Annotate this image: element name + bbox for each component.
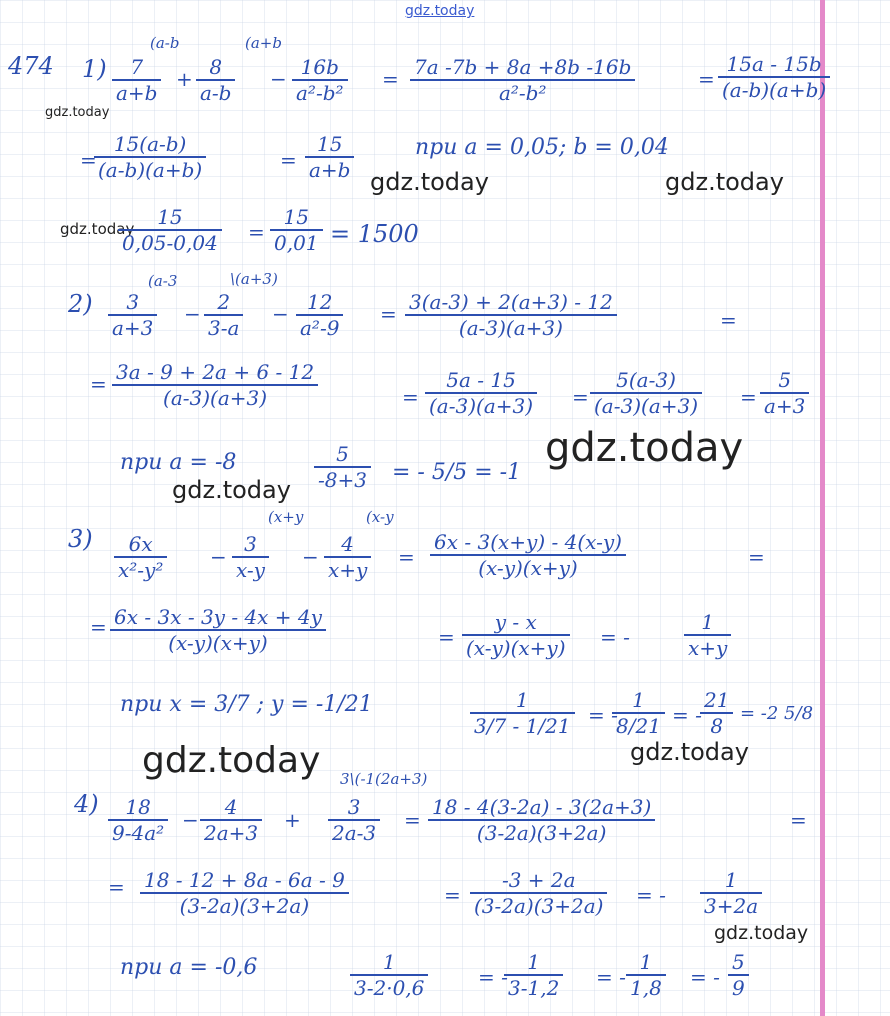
p1-term-3: 16b a²-b² [292,55,348,105]
p3-eq-3: = [90,615,107,639]
p3-eq-4: = [438,625,455,649]
p3-term-1: 6x x²-y² [114,532,167,582]
p3-eq-5: = - [600,625,630,649]
p4-calc-2: 1 3-1,2 [504,950,563,1000]
p2-result-5: 5 a+3 [760,368,809,418]
p3-term-2: 3 x-y [232,532,269,582]
part-1-label: 1) [82,55,107,83]
p2-eq-2: = [720,308,737,332]
watermark-mid-2: gdz.today [665,168,784,196]
p4-op-2: + [284,808,301,832]
watermark-top: gdz.today [405,3,475,19]
p1-eq-1: = [382,67,399,91]
p1-op-1: + [176,67,193,91]
p2-result-4: 5(a-3) (a-3)(a+3) [590,368,702,418]
p4-calc-3: 1 1,8 [626,950,666,1000]
watermark-mid-1: gdz.today [370,168,489,196]
p4-eq-3: = [108,875,125,899]
watermark-small-1: gdz.today [45,105,110,120]
p2-eq-5: = [572,385,589,409]
p1-result-3: 15(a-b) (a-b)(a+b) [94,132,206,182]
p2-eq-6: = [740,385,757,409]
p1-result-2: 15a - 15b (a-b)(a+b) [718,52,830,102]
p2-result-1: 3(a-3) + 2(a+3) - 12 (a-3)(a+3) [405,290,617,340]
p2-calc-1: 5 -8+3 [314,442,371,492]
part-4-label: 4) [74,790,99,818]
p4-eq-8: = - [690,965,720,989]
problem-number: 474 [8,52,54,80]
part-3-factor-1: (x+y [268,508,304,526]
p3-answer: = -2 5/8 [740,703,814,724]
watermark-med-1: gdz.today [172,476,291,504]
watermark-big-1: gdz.today [545,425,744,471]
part-3-factor-2: (x-y [366,508,394,526]
p3-op-2: − [302,545,319,569]
p4-result-1: 18 - 4(3-2a) - 3(2a+3) (3-2a)(3+2a) [428,795,655,845]
p4-term-3: 3 2a-3 [328,795,380,845]
p3-eq-1: = [398,545,415,569]
p4-term-1: 18 9-4a² [108,795,168,845]
p1-result-4: 15 a+b [305,132,354,182]
p3-op-1: − [210,545,227,569]
p1-result-1: 7a -7b + 8a +8b -16b a²-b² [410,55,635,105]
p4-eq-7: = - [596,965,626,989]
part-2-label: 2) [68,290,93,318]
p2-answer: = - 5/5 = -1 [392,460,522,485]
p3-eq-7: = - [672,703,702,727]
p2-eq-1: = [380,302,397,326]
p3-eq-6: = - [588,703,618,727]
p1-condition: при a = 0,05; b = 0,04 [415,135,669,160]
p3-result-3: y - x (x-y)(x+y) [462,610,570,660]
watermark-med-2: gdz.today [630,738,749,766]
p1-calc-2: 15 0,01 [270,205,323,255]
p4-result-2: 18 - 12 + 8a - 6a - 9 (3-2a)(3+2a) [140,868,349,918]
p2-term-2: 2 3-a [204,290,243,340]
p2-eq-4: = [402,385,419,409]
p4-eq-6: = - [478,965,508,989]
p2-eq-3: = [90,372,107,396]
part-4-factor-1: 3\(-1(2a+3) [340,770,428,788]
p3-result-2: 6x - 3x - 3y - 4x + 4y (x-y)(x+y) [110,605,326,655]
watermark-left-1: gdz.today [60,220,135,238]
p1-term-1: 7 a+b [112,55,161,105]
p2-term-3: 12 a²-9 [296,290,343,340]
p3-result-4: 1 x+y [684,610,731,660]
p3-calc-3: 21 8 [700,688,733,738]
p4-condition: при a = -0,6 [120,955,258,980]
p4-eq-1: = [404,808,421,832]
p2-result-3: 5a - 15 (a-3)(a+3) [425,368,537,418]
p4-result-4: 1 3+2a [700,868,762,918]
p2-condition: при a = -8 [120,450,237,475]
page-margin-line [820,0,825,1016]
p4-term-2: 4 2a+3 [200,795,262,845]
watermark-big-2: gdz.today [142,740,321,781]
p3-calc-1: 1 3/7 - 1/21 [470,688,575,738]
p3-term-3: 4 x+y [324,532,371,582]
p4-calc-1: 1 3-2·0,6 [350,950,428,1000]
p4-eq-2: = [790,808,807,832]
p1-term-2: 8 a-b [196,55,235,105]
p4-result-3: -3 + 2a (3-2a)(3+2a) [470,868,607,918]
p3-condition: при x = 3/7 ; y = -1/21 [120,692,373,717]
p1-eq-5: = [248,220,265,244]
part-3-label: 3) [68,525,93,553]
p2-op-2: − [272,302,289,326]
part-2-factor-1: (a-3 [148,272,178,290]
part-1-factor-2: (a+b [245,34,282,52]
part-2-factor-2: \(a+3) [230,270,278,288]
p4-eq-4: = [444,883,461,907]
p1-calc-1: 15 0,05-0,04 [118,205,222,255]
p2-term-1: 3 a+3 [108,290,157,340]
p1-eq-3: = [80,148,97,172]
p1-op-2: − [270,67,287,91]
p1-eq-2: = [698,67,715,91]
part-1-factor-1: (a-b [150,34,180,52]
p3-eq-2: = [748,545,765,569]
p1-answer: = 1500 [330,220,419,248]
p4-eq-5: = - [636,883,666,907]
p2-op-1: − [184,302,201,326]
p1-eq-4: = [280,148,297,172]
p4-op-1: − [182,808,199,832]
p4-answer: 5 9 [728,950,749,1000]
p2-result-2: 3a - 9 + 2a + 6 - 12 (a-3)(a+3) [112,360,318,410]
p3-calc-2: 1 8/21 [612,688,665,738]
p3-result-1: 6x - 3(x+y) - 4(x-y) (x-y)(x+y) [430,530,626,580]
watermark-small-2: gdz.today [714,922,809,944]
